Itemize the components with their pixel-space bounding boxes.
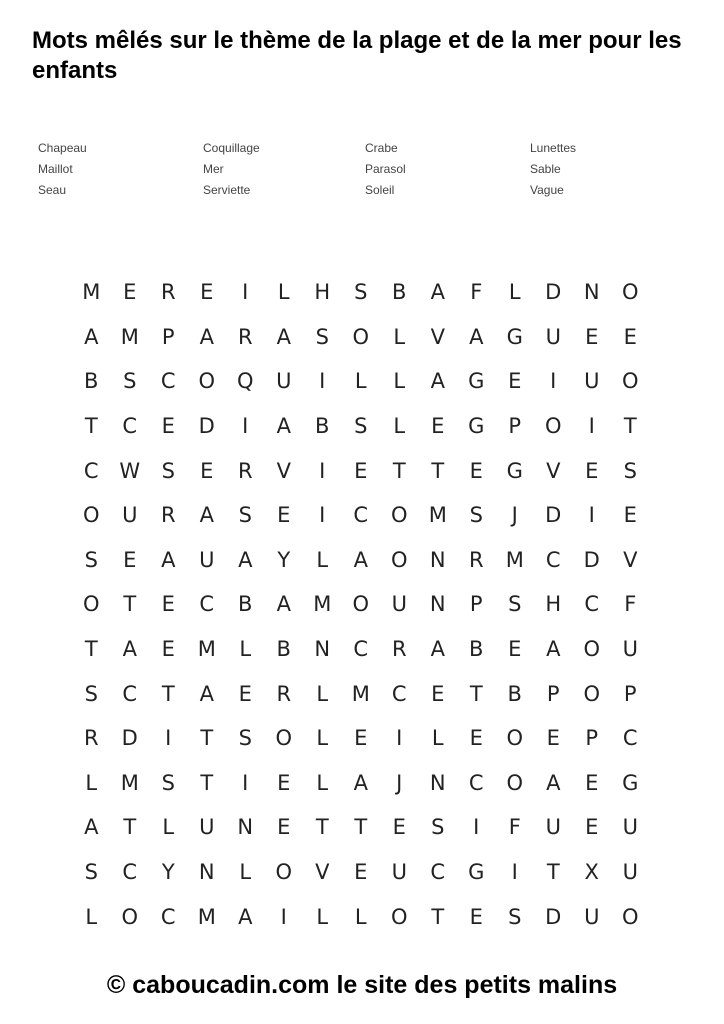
grid-letter: I (588, 414, 595, 439)
grid-letter: C (468, 770, 484, 795)
word-list-item: Soleil (365, 183, 395, 197)
grid-letter: L (508, 280, 521, 305)
grid-letter: O (621, 904, 639, 929)
grid-letter: C (83, 458, 99, 483)
grid-letter: G (468, 414, 485, 439)
grid-letter: G (468, 860, 485, 885)
grid-letter: Y (277, 547, 291, 572)
grid-letter: T (123, 815, 137, 840)
grid-letter: L (162, 815, 175, 840)
grid-letter: I (280, 904, 287, 929)
grid-letter: F (508, 815, 521, 840)
grid-letter: E (354, 726, 368, 751)
grid-letter: J (396, 770, 403, 795)
grid-letter: E (623, 503, 637, 528)
grid-letter: E (354, 458, 368, 483)
grid-letter: T (84, 637, 98, 662)
grid-letter: S (238, 726, 252, 751)
grid-letter: S (431, 815, 445, 840)
grid-letter: U (584, 369, 600, 394)
grid-letter: E (277, 770, 291, 795)
grid-letter: E (546, 726, 560, 751)
grid-letter: G (622, 770, 639, 795)
grid-letter: O (275, 860, 293, 885)
grid-letter: Q (236, 369, 254, 394)
grid-letter: I (550, 369, 557, 394)
grid-letter: C (353, 637, 369, 662)
grid-letter: L (354, 369, 367, 394)
grid-letter: E (123, 547, 137, 572)
grid-letter: T (123, 592, 137, 617)
grid-letter: O (506, 770, 524, 795)
word-list-item: Coquillage (203, 141, 260, 155)
grid-letter: S (354, 414, 368, 439)
grid-letter: U (199, 547, 215, 572)
grid-letter: L (393, 324, 406, 349)
letter-grid (72, 270, 650, 939)
grid-letter: V (276, 458, 291, 483)
grid-letter: O (544, 414, 562, 439)
grid-letter: A (84, 815, 99, 840)
grid-letter: O (621, 369, 639, 394)
grid-letter: B (315, 414, 330, 439)
grid-letter: M (505, 547, 524, 572)
grid-letter: B (276, 637, 291, 662)
grid-letter: A (238, 547, 253, 572)
word-list-item: Vague (530, 183, 564, 197)
grid-letter: U (391, 592, 407, 617)
grid-letter: E (585, 324, 599, 349)
grid-letter: S (469, 503, 483, 528)
grid-letter: Y (161, 860, 175, 885)
grid-letter: S (123, 369, 137, 394)
grid-letter: N (429, 592, 446, 617)
grid-letter: A (199, 681, 214, 706)
grid-letter: U (122, 503, 138, 528)
grid-letter: T (392, 458, 406, 483)
grid-letter: S (238, 503, 252, 528)
grid-letter: E (200, 280, 214, 305)
grid-letter: I (588, 503, 595, 528)
grid-letter: A (430, 369, 445, 394)
word-list-item: Chapeau (38, 141, 87, 155)
grid-letter: A (276, 592, 291, 617)
grid-letter: S (623, 458, 637, 483)
grid-letter: D (583, 547, 600, 572)
grid-letter: E (585, 815, 599, 840)
grid-letter: R (160, 280, 176, 305)
grid-letter: I (319, 369, 326, 394)
grid-letter: T (431, 458, 445, 483)
grid-letter: E (277, 815, 291, 840)
grid-letter: V (623, 547, 638, 572)
grid-letter: D (198, 414, 215, 439)
word-list-item: Parasol (365, 162, 406, 176)
grid-letter: E (431, 681, 445, 706)
grid-letter: D (545, 503, 562, 528)
grid-letter: L (393, 414, 406, 439)
grid-letter: M (120, 324, 139, 349)
grid-letter: N (583, 280, 600, 305)
grid-letter: T (354, 815, 368, 840)
grid-letter: L (354, 904, 367, 929)
grid-letter: H (314, 280, 331, 305)
grid-letter: O (390, 503, 408, 528)
page-title: Mots mêlés sur le thème de la plage et de la mer pour les enfants (32, 27, 682, 84)
grid-letter: G (506, 458, 523, 483)
grid-letter: R (468, 547, 484, 572)
grid-letter: E (508, 637, 522, 662)
grid-letter: D (545, 280, 562, 305)
grid-letter: S (508, 904, 522, 929)
grid-letter: S (84, 860, 98, 885)
grid-letter: M (313, 592, 332, 617)
grid-letter: D (121, 726, 138, 751)
grid-letter: L (277, 280, 290, 305)
grid-letter: L (316, 770, 329, 795)
grid-letter: N (198, 860, 215, 885)
grid-letter: P (469, 592, 483, 617)
grid-letter: O (82, 592, 100, 617)
grid-letter: I (319, 503, 326, 528)
grid-letter: A (161, 547, 176, 572)
grid-letter: O (82, 503, 100, 528)
grid-letter: U (545, 815, 561, 840)
grid-letter: O (390, 547, 408, 572)
grid-letter: A (353, 547, 368, 572)
grid-letter: R (237, 458, 253, 483)
grid-letter: H (545, 592, 562, 617)
word-list-item: Mer (203, 162, 224, 176)
grid-letter: E (585, 458, 599, 483)
grid-letter: S (161, 770, 175, 795)
grid-letter: E (200, 458, 214, 483)
grid-letter: I (242, 280, 249, 305)
grid-letter: I (319, 458, 326, 483)
grid-letter: A (546, 637, 561, 662)
grid-letter: C (122, 414, 138, 439)
grid-letter: E (469, 726, 483, 751)
grid-letter: T (200, 726, 214, 751)
grid-letter: O (583, 681, 601, 706)
grid-letter: E (277, 503, 291, 528)
grid-letter: O (506, 726, 524, 751)
grid-letter: C (545, 547, 561, 572)
grid-letter: A (199, 324, 214, 349)
grid-letter: B (507, 681, 522, 706)
grid-letter: O (390, 904, 408, 929)
grid-letter: I (242, 414, 249, 439)
grid-letter: F (470, 280, 483, 305)
grid-letter: S (315, 324, 329, 349)
grid-letter: T (161, 681, 175, 706)
grid-letter: E (354, 860, 368, 885)
grid-letter: P (546, 681, 560, 706)
grid-letter: S (508, 592, 522, 617)
grid-letter: U (276, 369, 292, 394)
grid-letter: N (429, 547, 446, 572)
grid-letter: U (391, 860, 407, 885)
grid-letter: T (315, 815, 329, 840)
word-list-item: Seau (38, 183, 67, 197)
grid-letter: A (546, 770, 561, 795)
grid-letter: T (84, 414, 98, 439)
grid-letter: I (473, 815, 480, 840)
word-list-item: Maillot (38, 162, 73, 176)
word-list (38, 138, 658, 201)
grid-letter: L (316, 681, 329, 706)
grid-letter: T (623, 414, 637, 439)
grid-letter: A (199, 503, 214, 528)
grid-letter: C (122, 860, 138, 885)
grid-letter: P (623, 681, 637, 706)
grid-letter: E (469, 458, 483, 483)
grid-letter: E (623, 324, 637, 349)
grid-letter: B (84, 369, 99, 394)
grid-letter: C (122, 681, 138, 706)
grid-letter: L (85, 904, 98, 929)
grid-letter: A (276, 414, 291, 439)
grid-letter: U (622, 637, 638, 662)
grid-letter: A (469, 324, 484, 349)
grid-letter: M (197, 637, 216, 662)
grid-letter: C (353, 503, 369, 528)
grid-letter: L (431, 726, 444, 751)
grid-letter: C (160, 369, 176, 394)
grid-letter: L (393, 369, 406, 394)
grid-letter: E (585, 770, 599, 795)
grid-letter: U (622, 815, 638, 840)
grid-letter: C (584, 592, 600, 617)
grid-letter: N (237, 815, 254, 840)
word-list-item: Crabe (365, 141, 398, 155)
grid-letter: O (621, 280, 639, 305)
grid-letter: T (431, 904, 445, 929)
grid-letter: A (122, 637, 137, 662)
grid-letter: R (160, 503, 176, 528)
grid-letter: U (584, 904, 600, 929)
grid-letter: R (83, 726, 99, 751)
grid-letter: T (469, 681, 483, 706)
grid-letter: B (238, 592, 253, 617)
grid-letter: C (160, 904, 176, 929)
grid-letter: I (511, 860, 518, 885)
grid-letter: L (316, 726, 329, 751)
grid-letter: S (84, 681, 98, 706)
grid-letter: C (430, 860, 446, 885)
grid-letter: E (392, 815, 406, 840)
grid-letter: P (585, 726, 599, 751)
grid-letter: V (546, 458, 561, 483)
grid-letter: S (161, 458, 175, 483)
grid-letter: L (239, 637, 252, 662)
grid-letter: V (430, 324, 445, 349)
grid-letter: E (123, 280, 137, 305)
word-list-item: Lunettes (530, 141, 577, 155)
grid-letter: S (354, 280, 368, 305)
grid-letter: G (468, 369, 485, 394)
grid-letter: M (120, 770, 139, 795)
grid-letter: A (430, 637, 445, 662)
grid-letter: I (165, 726, 172, 751)
grid-letter: P (161, 324, 175, 349)
grid-letter: M (82, 280, 101, 305)
grid-letter: L (239, 860, 252, 885)
grid-letter: O (352, 324, 370, 349)
grid-letter: A (430, 280, 445, 305)
grid-letter: N (314, 637, 331, 662)
grid-letter: A (276, 324, 291, 349)
grid-letter: C (199, 592, 215, 617)
grid-letter: N (429, 770, 446, 795)
grid-letter: L (85, 770, 98, 795)
grid-letter: E (161, 637, 175, 662)
grid-letter: I (242, 770, 249, 795)
grid-letter: M (351, 681, 370, 706)
grid-letter: O (352, 592, 370, 617)
grid-letter: M (197, 904, 216, 929)
grid-letter: X (584, 860, 599, 885)
grid-letter: R (391, 637, 407, 662)
word-list-item: Sable (530, 162, 561, 176)
grid-letter: O (583, 637, 601, 662)
grid-letter: O (275, 726, 293, 751)
grid-letter: A (238, 904, 253, 929)
grid-letter: O (198, 369, 216, 394)
grid-letter: B (392, 280, 407, 305)
grid-letter: E (431, 414, 445, 439)
grid-letter: E (469, 904, 483, 929)
grid-letter: G (506, 324, 523, 349)
grid-letter: R (237, 324, 253, 349)
grid-letter: B (469, 637, 484, 662)
grid-letter: E (508, 369, 522, 394)
grid-letter: T (546, 860, 560, 885)
grid-letter: C (622, 726, 638, 751)
grid-letter: W (119, 458, 141, 483)
grid-letter: F (624, 592, 637, 617)
grid-letter: R (276, 681, 292, 706)
grid-letter: E (161, 592, 175, 617)
grid-letter: M (428, 503, 447, 528)
grid-letter: U (199, 815, 215, 840)
grid-letter: V (315, 860, 330, 885)
grid-letter: U (545, 324, 561, 349)
grid-letter: U (622, 860, 638, 885)
word-list-item: Serviette (203, 183, 251, 197)
grid-letter: E (238, 681, 252, 706)
grid-letter: L (316, 904, 329, 929)
grid-letter: O (121, 904, 139, 929)
footer-copyright: © caboucadin.com le site des petits malins (106, 971, 618, 999)
grid-letter: S (84, 547, 98, 572)
grid-letter: A (84, 324, 99, 349)
grid-letter: P (508, 414, 522, 439)
grid-letter: A (353, 770, 368, 795)
grid-letter: T (200, 770, 214, 795)
grid-letter: I (396, 726, 403, 751)
grid-letter: D (545, 904, 562, 929)
grid-letter: J (511, 503, 518, 528)
grid-letter: L (316, 547, 329, 572)
grid-letter: E (161, 414, 175, 439)
grid-letter: C (391, 681, 407, 706)
